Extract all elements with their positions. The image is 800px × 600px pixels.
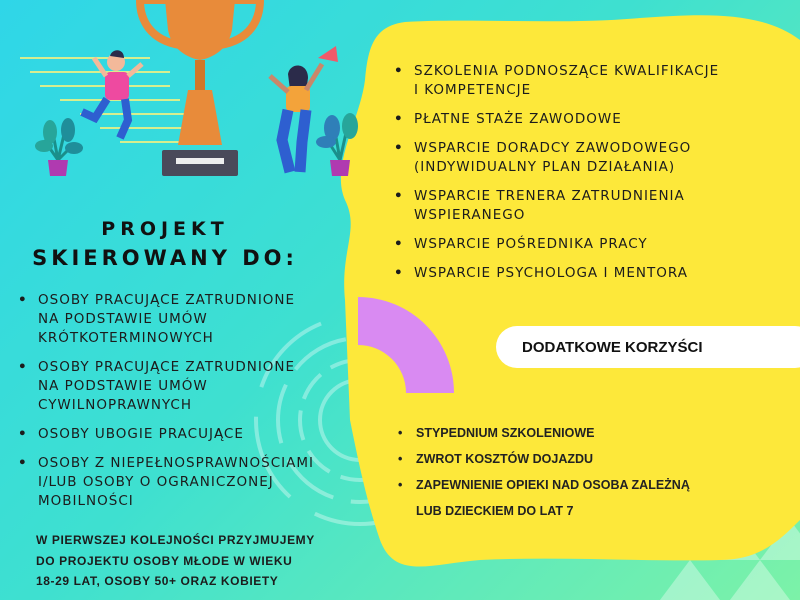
- list-item: [394, 235, 774, 254]
- list-item-text: OSOBY PRACUJĄCE ZATRUDNIONE NA PODSTAWIE UMÓW CYWILNOPRAWNYCH: [38, 359, 296, 413]
- bullet-icon: •: [18, 455, 28, 471]
- list-item-text: SZKOLENIA PODNOSZĄCE KWALIFIKACJE I KOMPETENCJE: [414, 63, 720, 98]
- list-item: [18, 425, 338, 444]
- trophy-icon: [140, 0, 260, 176]
- list-item: [394, 62, 774, 100]
- list-item-text: OSOBY PRACUJĄCE ZATRUDNIONE NA PODSTAWIE UMÓW KRÓTKOTERMINOWYCH: [38, 292, 296, 346]
- benefits-list: [398, 420, 778, 524]
- target-group-list: [18, 291, 338, 521]
- list-item: [394, 187, 774, 225]
- list-item-text: WSPARCIE TRENERA ZATRUDNIENIA WSPIERANEGO: [414, 188, 685, 223]
- list-item-text: ZWROT KOSZTÓW DOJAZDU: [416, 452, 594, 466]
- list-item-text: STYPEDNIUM SZKOLENIOWE: [416, 426, 595, 440]
- target-heading-line1: PROJEKT: [101, 218, 229, 240]
- target-heading-line2: SKIEROWANY DO:: [32, 246, 298, 270]
- bullet-icon: •: [18, 426, 28, 442]
- jumping-man-icon: [82, 50, 142, 138]
- potted-plant-icon: [316, 113, 358, 176]
- bullet-icon: •: [394, 63, 404, 79]
- potted-plant-icon: [35, 118, 83, 176]
- bullet-icon: •: [398, 426, 403, 440]
- list-item: [18, 291, 338, 348]
- bullet-icon: •: [394, 236, 404, 252]
- list-item: [18, 358, 338, 415]
- bullet-icon: •: [398, 478, 403, 492]
- benefits-label: DODATKOWE KORZYŚCI: [522, 338, 703, 356]
- priority-footnote: W PIERWSZEJ KOLEJNOŚCI PRZYJMUJEMY DO PROJEKTU OSOBY MŁODE W WIEKU 18-29 LAT, OSOBY 50+ ORAZ KOBIETY: [36, 533, 315, 588]
- list-item-text: OSOBY Z NIEPEŁNOSPRAWNOŚCIAMI I/LUB OSOBY O OGRANICZONEJ MOBILNOŚCI: [38, 455, 314, 509]
- list-item-text: PŁATNE STAŻE ZAWODOWE: [414, 111, 622, 127]
- list-item-text: WSPARCIE PSYCHOLOGA I MENTORA: [414, 265, 688, 281]
- list-item-text: OSOBY UBOGIE PRACUJĄCE: [38, 426, 244, 442]
- illustration: [0, 0, 360, 200]
- bullet-icon: •: [398, 452, 403, 466]
- list-item-text: WSPARCIE DORADCY ZAWODOWEGO (INDYWIDUALNY PLAN DZIAŁANIA): [414, 140, 692, 175]
- list-item: [394, 110, 774, 129]
- bullet-icon: •: [394, 265, 404, 281]
- list-item-text: WSPARCIE POŚREDNIKA PRACY: [414, 236, 648, 252]
- support-list: [394, 62, 774, 293]
- benefits-label-pill: [496, 326, 800, 368]
- list-item: [394, 264, 774, 283]
- bullet-icon: •: [18, 292, 28, 308]
- bullet-icon: •: [394, 140, 404, 156]
- list-item: [398, 446, 778, 472]
- woman-megaphone-icon: [270, 46, 338, 172]
- list-item: [18, 454, 338, 511]
- list-item: [394, 139, 774, 177]
- bullet-icon: •: [394, 111, 404, 127]
- list-item-text: ZAPEWNIENIE OPIEKI NAD OSOBA ZALEŻNĄ LUB DZIECKIEM DO LAT 7: [416, 478, 690, 518]
- bullet-icon: •: [18, 359, 28, 375]
- bullet-icon: •: [394, 188, 404, 204]
- list-item: [398, 420, 778, 446]
- list-item: [398, 472, 778, 524]
